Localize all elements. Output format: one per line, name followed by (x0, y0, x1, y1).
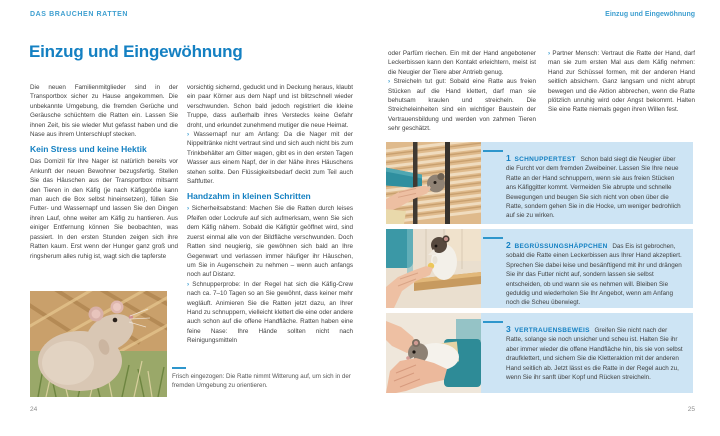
hands-holding-rat-illustration (386, 313, 481, 393)
photo-caption-block (172, 367, 358, 393)
step-row-vertrauensbeweis (386, 313, 693, 393)
subheading-kein-stress: Kein Stress und keine Hektik (30, 144, 147, 155)
running-header-chapter: Einzug und Eingewöhnung (605, 11, 695, 18)
step-dash (483, 321, 503, 323)
step-body: Schon bald siegt die Neugier über die Furcht vor dem fremden Zweibeiner. Lassen Sie Ihre neue Ratte an der Hand schnuppern, wenn sie aus freien Stücken ans Käfiggitter kommt. Vermeiden Sie abrupte und schnelle Bewegungen und beugen Sie sich nicht von oben über die Ratte, sondern gehen Sie in die Hocke, um weniger bedrohlich auf sie zu wirken. (506, 156, 681, 220)
paragraph-domizil: Das Domizil für Ihre Nager ist natürlich bereits vor Ankunft der neuen Bewohner bezugsfertig. Stellen Sie das Häuschen aus der Transportbox mitsamt den Tieren in den Käfig (je nach Käfiggröße kann man auch die Box selbst hineinsetzen), füllen Sie Futter- und Wassernapf und lassen Sie den Dingen ihren Lauf, ohne weiter am Käfig zu hantieren. Aus einiger Entfernung können Sie beobachten, was passiert. In den ersten Stunden zeigen sich ihre Ratten kaum. Erst wenn der Hunger ganz groß und ringsherum alles ruhig ist, wagt sich die tapferste (30, 158, 178, 260)
step-title: BEGRÜSSUNGSHÄPPCHEN (514, 243, 608, 250)
left-page-column-2 (187, 83, 353, 346)
bullet-sicherheitsabstand: › Sicherheitsabstand: Machen Sie die Ratten durch leises Pfeifen oder Lockrufe auf sich aufmerksam, wenn Sie sich dem Käfig nähern. Sobald die Käfigtür geöffnet wird, sind zuerst einmal alle von der Bildfläche verschwunden. Doch Ratten sind neugierig, sie gewöhnen sich bald an Ihre Gegenwart und verlassen immer häufiger ihr Häuschen, um Sie in Augenschein zu nehmen – wenn auch anfangs noch auf Distanz. (187, 205, 353, 279)
bullet-partner-mensch: › Partner Mensch: Vertraut die Ratte der Hand, darf man sie zum ersten Mal aus dem Käfig nehmen: Hand zur Schüssel formen, mit der anderen Hand seitlich absichern. Ganz langsam und nicht abrupt bewegen und die Aktion abbrechen, wenn die Ratte plötzlich unruhig wird oder Angst bekommt. Halten Sie eine Ratte niemals gegen ihren Willen fest. (548, 50, 696, 114)
acclimatization-steps-box (386, 142, 693, 393)
step-row-schnuppertest (386, 142, 693, 224)
step-text-schnuppertest (481, 142, 693, 224)
paragraph-continuation: vorsichtig sichernd, geduckt und in Deckung heraus, klaubt ein paar Körner aus dem Napf und ist blitzschnell wieder verschwunden. Schon bald jedoch registriert die kleine Truppe, dass außerhalb ihres Verstecks keine Gefahr droht, und erkundet zunehmend mutiger die neue Heimat. (187, 84, 353, 129)
bullet-streicheln: › Streicheln tut gut: Sobald eine Ratte aus freien Stücken auf die Hand klettert, darf man sie behutsam kraulen und streicheln. Die Streicheleinheiten sind ein wichtiger Baustein der Vertrauensbildung und werden von zahmen Tieren sehr geschätzt. (388, 78, 537, 133)
step-number: 3 (506, 324, 511, 334)
bullet-arrow-icon: › (187, 280, 190, 288)
page-number-right: 25 (687, 406, 695, 413)
bullet-arrow-icon: › (187, 131, 190, 139)
hand-at-cage-illustration (386, 142, 481, 224)
left-page-column-1 (30, 83, 178, 261)
bullet-schnupperprobe: › Schnupperprobe: In der Regel hat sich die Käfig-Crew nach ca. 7–10 Tagen so an Sie gewöhnt, dass keiner mehr wegläuft. Animieren Sie die Ratten jetzt dazu, an Ihrer Hand zu schnuppern, vielleicht klettert die eine oder andere auch schon auf die offene Handfläche. Ratten haben eine feine Nase: Ihre Hände sollten nicht nach Reinigungsmitteln (187, 280, 353, 345)
step-row-begruessungshaeppchen (386, 229, 693, 308)
bullet-arrow-icon: › (548, 50, 551, 57)
rat-in-grass-illustration (30, 291, 167, 397)
right-page-column-2 (548, 49, 695, 115)
step-dash (483, 150, 503, 152)
right-page-column-1 (388, 49, 536, 134)
step-number: 2 (506, 240, 511, 250)
step-body: Greifen Sie nicht nach der Ratte, solange sie noch unsicher und scheu ist. Halten Sie ihr aber immer wieder die offene Handfläche hin, bis sie von selbst draufklettert, und sichern Sie die Kletteraktion mit der anderen Hand seitlich ab. Jetzt lässt es die Ratte in der Regel auch zu, wenn Sie ihr sanft über Kopf und Rücken streicheln. (506, 327, 683, 382)
step-body: Das Eis ist gebrochen, sobald die Ratte einen Leckerbissen aus Ihrer Hand akzeptiert. Sprechen Sie dabei leise und besänftigend mit ihr und drängen Sie ihr das Futter nicht auf, sondern lassen sie selbst entscheiden, ob und wann sie es nehmen will. Bleiben Sie geduldig und wiederholen Sie Ihr Angebot, wenn am Anfang noch die Scheu überwiegt. (506, 243, 682, 307)
bullet-arrow-icon: › (388, 78, 391, 86)
caption-dash (172, 367, 186, 369)
page-title: Einzug und Eingewöhnung (29, 42, 243, 61)
step-number: 1 (506, 153, 511, 163)
bullet-wassernapf: › Wassernapf nur am Anfang: Da die Nager mit der Nippeltränke nicht vertraut sind und sich auch nicht bis zum Trinkbehälter am Gitter wagen, gibt es in den ersten Tagen Wasser aus einem Napf, der in der Nähe ihres Häuschens stehen sollte. Den Flüssigkeitsbedarf deckt zum Teil auch Saftfutter. (187, 131, 353, 186)
step-text-vertrauensbeweis (481, 313, 693, 393)
step-title: VERTRAUENSBEWEIS (514, 327, 590, 334)
photo-caption-text: Frisch eingezogen: Die Ratte nimmt Witterung auf, um sich in der fremden Umgebung zu orientieren. (172, 373, 351, 389)
step-title: SCHNUPPERTEST (514, 156, 576, 163)
step-dash (483, 237, 503, 239)
paragraph-continuation-right: oder Parfüm riechen. Ein mit der Hand angebotener Leckerbissen kann den Kontakt erleichtern, meist ist die Neugier der Tiere aber Antrieb genug. (388, 50, 536, 76)
hand-at-cage-photo (386, 142, 481, 224)
step-text-begruessungshaeppchen (481, 229, 693, 308)
intro-paragraph: Die neuen Familienmitglieder sind in der Transportbox sicher zu Hause angekommen. Die unbekannte Umgebung, die fremden Gerüche und Geräusche schüchtern die Ratten ein. Lassen Sie ihnen Zeit, bis sie wieder Mut gefasst haben und die Nase aus ihrem Unterschlupf stecken. (30, 84, 178, 139)
rat-in-grass-photo (30, 291, 167, 397)
page-number-left: 24 (30, 406, 38, 413)
treat-offering-illustration (386, 229, 481, 308)
bullet-arrow-icon: › (187, 205, 190, 213)
treat-offering-photo (386, 229, 481, 308)
hands-holding-rat-photo (386, 313, 481, 393)
subheading-handzahm: Handzahm in kleinen Schritten (187, 191, 311, 202)
running-header-section: DAS BRAUCHEN RATTEN (30, 11, 128, 18)
